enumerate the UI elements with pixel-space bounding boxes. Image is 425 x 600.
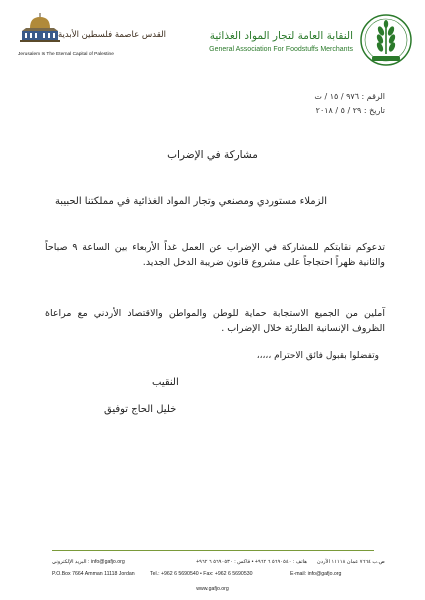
footer-address-en: P.O.Box 7664 Amman 11118 Jordan [52, 571, 135, 577]
footer-divider [52, 550, 374, 551]
footer-address-ar: ص.ب ٧٦٦٤ عمان ١١١١٨ الأردن [317, 559, 385, 565]
jerusalem-caption-ar: القدس عاصمة فلسطين الأبدية [58, 30, 166, 40]
dome-of-the-rock-icon [18, 12, 62, 48]
footer-email-ar: info@gafjo.org : البريد الإلكتروني [52, 559, 125, 565]
salutation: الزملاء مستوردي ومصنعي وتجار المواد الغذائية في مملكتنا الحبيبة [54, 196, 327, 207]
organization-name-ar: النقابة العامة لتجار المواد الغذائية [209, 30, 353, 42]
letterhead [0, 0, 425, 80]
body-paragraph-2: آملين من الجميع الاستجابة حماية للوطن والمواطن والاقتصاد الأردني مع مراعاة الظروف الإنسانية الطارئة خلال الإضراب . [45, 308, 385, 334]
letter-subject: مشاركة في الإضراب [167, 149, 258, 161]
footer-website: www.gafjo.org [196, 586, 229, 592]
signatory-title: النقيب [152, 377, 179, 388]
jerusalem-caption-en: Jerusalem Is The Eternal Capital of Palestine [18, 52, 114, 57]
organization-name-en: General Association For Foodstuffs Merchants [209, 46, 353, 53]
body-paragraph-1: تدعوكم نقابتكم للمشاركة في الإضراب عن العمل غداً الأربعاء بين الساعة ٩ صباحاً والثانية ظهراً احتجاجاً على مشروع قانون ضريبة الدخل الجديد. [45, 242, 385, 268]
reference-date: تاريخ : ٢٩ / ٥ / ٢٠١٨ [315, 106, 385, 115]
signatory-name: خليل الحاج توفيق [104, 404, 177, 415]
wheat-logo-icon [360, 14, 412, 66]
footer-phone-en: Tel.: +962 6 5690540 • Fax: +962 6 5690530 [150, 571, 253, 577]
closing-regards: وتفضلوا بقبول فائق الاحترام ،،،،، [256, 351, 379, 361]
footer-email-en: E-mail: info@gafjo.org [290, 571, 342, 577]
footer-phone-ar: هاتف : ٥٦٩٠٥٤٠ ٦ ٩٦٢+ • فاكس : ٥٦٩٠٥٣٠ ٦ ٩٦٢+ [196, 559, 307, 565]
reference-number: الرقم : ٩٧٦ / ١٥ / ت [314, 92, 385, 101]
